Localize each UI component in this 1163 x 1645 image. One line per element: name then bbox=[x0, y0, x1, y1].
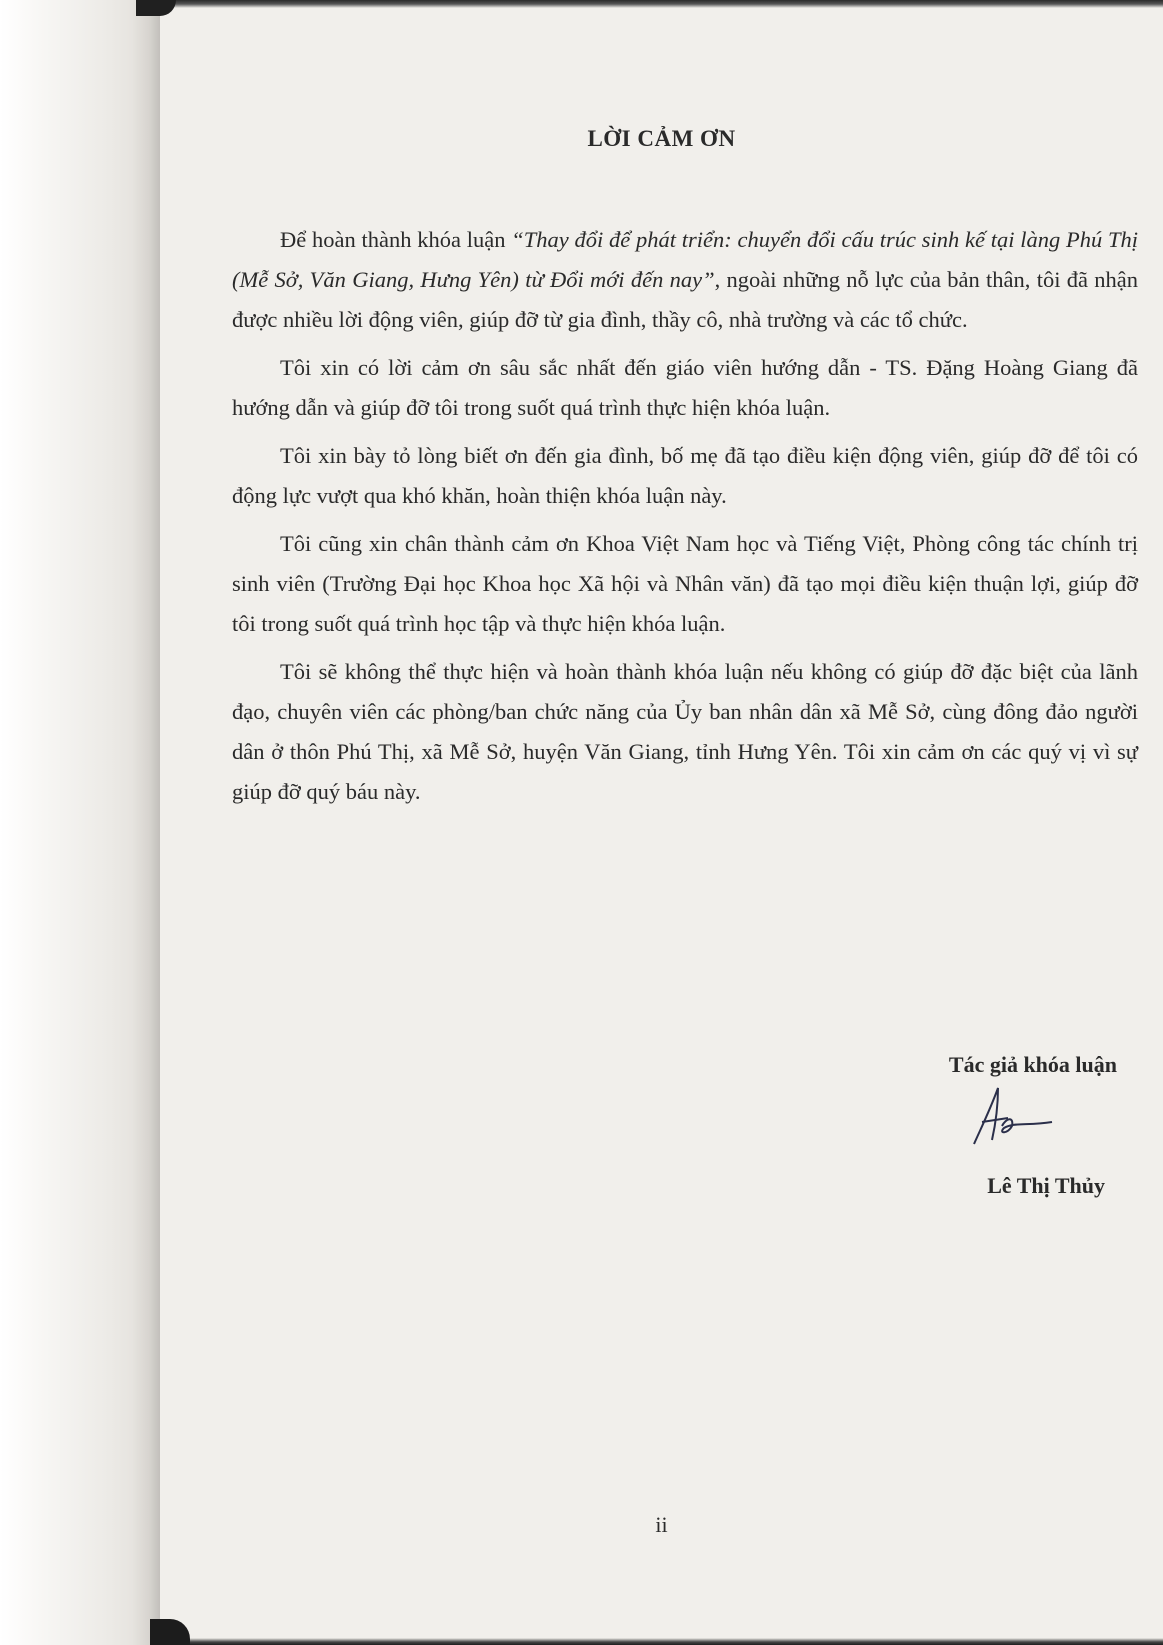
paragraph-3: Tôi xin bày tỏ lòng biết ơn đến gia đình, bố mẹ đã tạo điều kiện động viên, giúp đỡ để tôi có động lực vượt qua khó khăn, hoàn thiện khóa luận này. bbox=[232, 443, 1138, 508]
paragraph-5: Tôi sẽ không thể thực hiện và hoàn thành khóa luận nếu không có giúp đỡ đặc biệt của lãnh đạo, chuyên viên các phòng/ban chức năng của Ủy ban nhân dân xã Mễ Sở, cùng đông đảo người dân ở thôn Phú Thị, xã Mễ Sở, huyện Văn Giang, tỉnh Hưng Yên. Tôi xin cảm ơn các quý vị vì sự giúp đỡ quý báu này. bbox=[232, 659, 1138, 804]
paragraph-1-intro: Để hoàn thành khóa luận bbox=[280, 227, 512, 252]
paragraph-4: Tôi cũng xin chân thành cảm ơn Khoa Việt Nam học và Tiếng Việt, Phòng công tác chính trị sinh viên (Trường Đại học Khoa học Xã hội và Nhân văn) đã tạo mọi điều kiện thuận lợi, giúp đỡ tôi trong suốt quá trình học tập và thực hiện khóa luận. bbox=[232, 531, 1138, 636]
paragraph-1 bbox=[232, 220, 1138, 340]
paragraph-1-rest: , ngoài những nỗ lực của bản thân, tôi đã nhận được nhiều lời động viên, giúp đỡ từ gia đình, thầy cô, nhà trường và các tổ chức. bbox=[232, 267, 1138, 332]
handwritten-signature bbox=[968, 1082, 1058, 1152]
paragraph-2: Tôi xin có lời cảm ơn sâu sắc nhất đến giáo viên hướng dẫn - TS. Đặng Hoàng Giang đã hướng dẫn và giúp đỡ tôi trong suốt quá trình thực hiện khóa luận. bbox=[232, 355, 1138, 420]
binding-shadow bbox=[132, 0, 160, 1645]
page-number: ii bbox=[655, 1512, 668, 1537]
scan-top-edge bbox=[140, 0, 1163, 8]
thesis-title: “Thay đổi để phát triển: chuyển đổi cấu trúc sinh kế tại làng Phú Thị (Mễ Sở, Văn Giang, Hưng Yên) từ Đổi mới đến nay” bbox=[232, 227, 1138, 292]
acknowledgement-body bbox=[232, 220, 1138, 820]
scan-bottom-edge bbox=[160, 1638, 1163, 1645]
author-name: Lê Thị Thủy bbox=[987, 1173, 1105, 1198]
page-title: LỜI CẢM ƠN bbox=[587, 126, 736, 151]
author-label: Tác giả khóa luận bbox=[948, 1052, 1117, 1077]
